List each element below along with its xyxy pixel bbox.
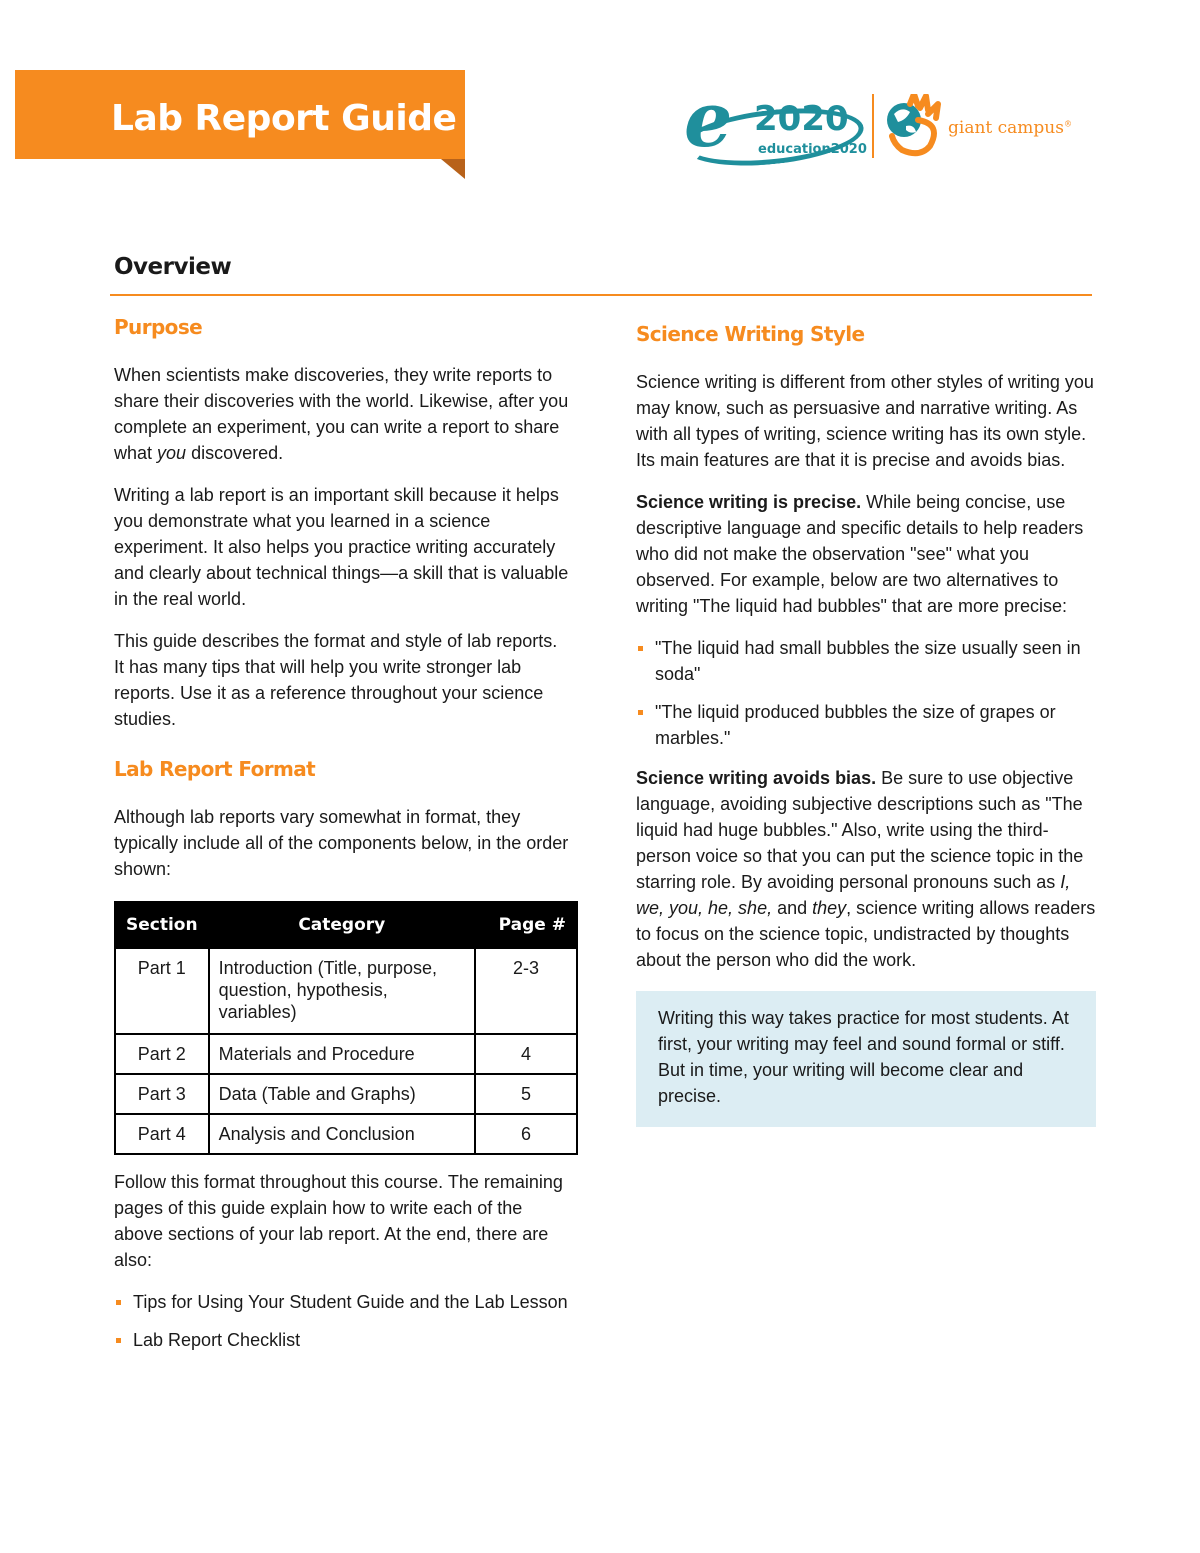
bias-paragraph — [636, 765, 1096, 973]
cell-section: Part 4 — [115, 1114, 209, 1154]
bias-pronouns: I, we, you, he, she, — [636, 872, 1071, 918]
purpose-p1-before: When scientists make discoveries, they write reports to share their discoveries with the world. Likewise, after you complete an experiment, you can write a report to share what — [114, 365, 569, 463]
purpose-heading: Purpose — [114, 315, 203, 339]
table-header-row — [115, 902, 577, 948]
cell-category: Analysis and Conclusion — [209, 1114, 475, 1154]
precise-paragraph — [636, 489, 1096, 619]
cell-page: 6 — [475, 1114, 577, 1154]
table-row — [115, 1034, 577, 1074]
logo-brand: education2020 — [758, 142, 867, 157]
bias-body-2: and — [772, 898, 813, 918]
logo-divider — [872, 94, 874, 158]
cell-page: 4 — [475, 1034, 577, 1074]
purpose-paragraph-1 — [114, 362, 569, 466]
cell-category: Data (Table and Graphs) — [209, 1074, 475, 1114]
style-heading: Science Writing Style — [636, 322, 865, 346]
format-intro: Although lab reports vary somewhat in format, they typically include all of the components below, in the order shown: — [114, 807, 569, 879]
table-row — [115, 1114, 577, 1154]
cell-page: 5 — [475, 1074, 577, 1114]
cell-section: Part 1 — [115, 948, 209, 1034]
cell-section: Part 2 — [115, 1034, 209, 1074]
format-table — [114, 901, 578, 1155]
education2020-giant-campus-logo — [680, 75, 1080, 168]
bias-body-3: , science writing allows readers to focus on the science topic, undistracted by thoughts about the person who did the work. — [636, 898, 1096, 970]
logo-trademark: ® — [1063, 119, 1072, 129]
logo-partner-name: giant campus — [948, 118, 1064, 138]
overview-heading: Overview — [114, 254, 232, 280]
overview-divider — [110, 294, 1092, 296]
list-item: Tips for Using Your Student Guide and the Lab Lesson — [114, 1289, 569, 1315]
logo-year: 2020 — [754, 99, 849, 139]
left-column — [114, 312, 569, 1365]
cell-section: Part 3 — [115, 1074, 209, 1114]
bias-lead: Science writing avoids bias. — [636, 768, 877, 788]
list-item: "The liquid produced bubbles the size of grapes or marbles." — [636, 699, 1096, 751]
format-heading: Lab Report Format — [114, 757, 316, 781]
bias-they: they — [812, 898, 847, 918]
style-intro: Science writing is different from other styles of writing you may know, such as persuasive and narrative writing. As with all types of writing, science writing has its own style. Its main features are that it is precise and avoids bias. — [636, 372, 1094, 470]
precise-body: While being concise, use descriptive language and specific details to help readers who did not make the observation "see" what you observed. For example, below are two alternatives to writing "The liquid had bubbles" that are more precise: — [636, 492, 1084, 616]
tip-callout: Writing this way takes practice for most students. At first, your writing may feel and sound formal or stiff. But in time, your writing will become clear and precise. — [636, 991, 1096, 1127]
list-item: "The liquid had small bubbles the size usually seen in soda" — [636, 635, 1096, 687]
extras-list — [114, 1289, 569, 1353]
right-column — [636, 319, 1096, 1127]
cell-category: Introduction (Title, purpose, question, hypothesis, variables) — [209, 948, 475, 1034]
globe-hand-icon — [880, 94, 950, 160]
purpose-paragraph-3: This guide describes the format and style of lab reports. It has many tips that will help you write stronger lab reports. Use it as a reference throughout your science studies. — [114, 631, 558, 729]
logo-partner — [948, 118, 1072, 138]
page-title: Lab Report Guide — [111, 98, 457, 139]
format-follow: Follow this format throughout this course. The remaining pages of this guide explain how to write each of the above sections of your lab report. At the end, there are also: — [114, 1172, 563, 1270]
precise-lead: Science writing is precise. — [636, 492, 862, 512]
table-row — [115, 1074, 577, 1114]
cell-page: 2-3 — [475, 948, 577, 1034]
logo-e: e — [684, 75, 733, 164]
table-row — [115, 948, 577, 1034]
header-category: Category — [209, 902, 475, 948]
cell-category: Materials and Procedure — [209, 1034, 475, 1074]
purpose-p1-emphasis: you — [157, 443, 187, 463]
purpose-paragraph-2: Writing a lab report is an important skill because it helps you demonstrate what you learned in a science experiment. It also helps you practice writing accurately and clearly about technical things—a skill that is valuable in the real world. — [114, 485, 569, 609]
header-page: Page # — [475, 902, 577, 948]
list-item: Lab Report Checklist — [114, 1327, 569, 1353]
examples-list — [636, 635, 1096, 751]
banner-fold — [441, 159, 465, 179]
purpose-p1-after: discovered. — [186, 443, 284, 463]
header-section: Section — [115, 902, 209, 948]
bias-body-1: Be sure to use objective language, avoiding subjective descriptions such as "The liquid had huge bubbles." Also, write using the third-person voice so that you can put the science topic in the starring role. By avoiding personal pronouns such as — [636, 768, 1084, 892]
